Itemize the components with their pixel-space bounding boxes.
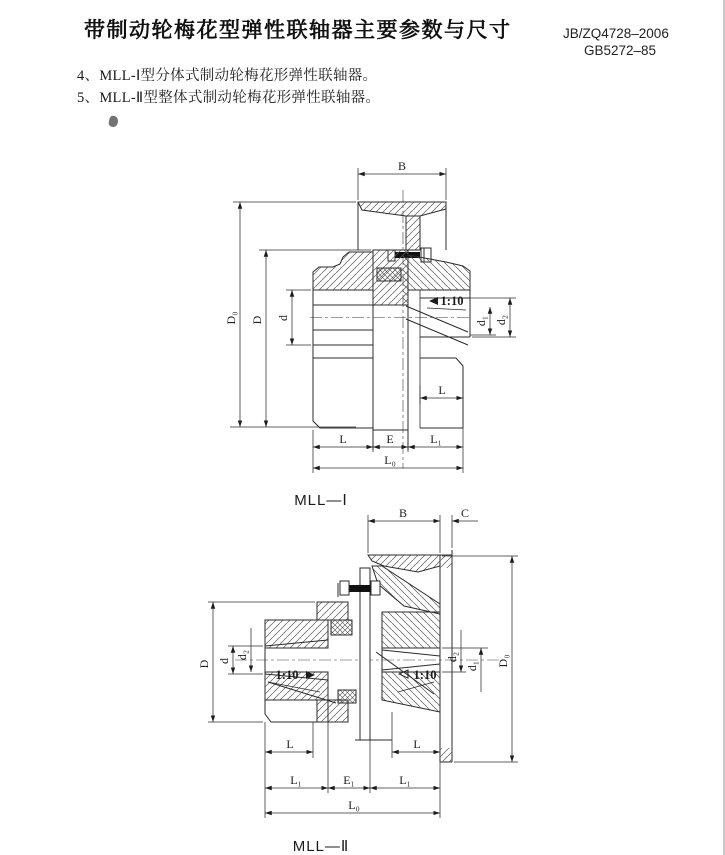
fig2-elastomer bbox=[331, 620, 356, 703]
fig1-dim-label-d2: d₂ bbox=[494, 314, 508, 326]
fig1-dim-label-L0: L₀ bbox=[384, 453, 396, 467]
standard-number-1: JB/ZQ4728–2006 bbox=[563, 26, 669, 41]
fig2-dim-label-d2-left: d₂ bbox=[235, 649, 249, 661]
page-title: 带制动轮梅花型弹性联轴器主要参数与尺寸 bbox=[84, 19, 512, 42]
fig1-dim-label-d1: d₁ bbox=[474, 315, 488, 327]
fig1-dim-label-L: L bbox=[339, 432, 347, 446]
fig1-right-hub bbox=[406, 255, 470, 428]
fig2-dim-label-L-left: L bbox=[286, 737, 294, 751]
fig1-taper-label: 1:10 bbox=[440, 294, 464, 308]
fig2-bolt bbox=[338, 581, 380, 597]
standard-number-2: GB5272–85 bbox=[584, 43, 657, 58]
fig2-taper-right-label: 1:10 bbox=[413, 668, 437, 682]
fig2-dim-label-E1: E₁ bbox=[343, 773, 355, 787]
fig1-left-hub bbox=[313, 252, 373, 428]
fig2-dim-label-B: B bbox=[398, 506, 408, 520]
fig1-dim-label-L-right: L bbox=[438, 383, 446, 397]
figure-mll-2 bbox=[197, 506, 518, 855]
fig2-dim-label-C: C bbox=[460, 506, 470, 520]
fig1-dim-label-L1: L₁ bbox=[430, 432, 442, 446]
fig2-dim-label-D0: D₀ bbox=[496, 654, 510, 668]
note-item-4: 4、MLL-Ⅰ型分体式制动轮梅花形弹性联轴器。 bbox=[77, 68, 378, 84]
fig2-dim-label-D: D bbox=[197, 659, 211, 669]
fig2-dim-label-d2-right: d₂ bbox=[445, 651, 459, 663]
figure-mll-1 bbox=[224, 159, 516, 509]
fig2-dim-label-L-right: L bbox=[413, 737, 421, 751]
fig1-caption: MLL—Ⅰ bbox=[294, 492, 348, 509]
fig1-center-disc bbox=[373, 250, 408, 450]
fig2-dim-label-d: d bbox=[217, 658, 231, 664]
fig2-caption: MLL—Ⅱ bbox=[292, 838, 350, 855]
fig2-right-hub bbox=[376, 612, 440, 712]
fig1-dim-label-D: D bbox=[250, 315, 264, 325]
fig1-brake-wheel bbox=[358, 202, 446, 250]
fig2-dim-label-L1-left: L₁ bbox=[290, 773, 302, 787]
fig1-dim-label-d: d bbox=[276, 315, 290, 321]
fig2-dim-label-L1-right: L₁ bbox=[399, 773, 411, 787]
fig1-dim-label-B: B bbox=[397, 159, 407, 173]
fig1-dim-label-D0: D₀ bbox=[224, 311, 238, 325]
note-item-5: 5、MLL-Ⅱ型整体式制动轮梅花形弹性联轴器。 bbox=[77, 90, 381, 106]
fig2-dim-label-L0: L₀ bbox=[348, 798, 360, 812]
fig2-taper-left-label: 1:10 bbox=[275, 668, 299, 682]
fig1-dim-label-E: E bbox=[386, 432, 394, 446]
fig2-dim-label-d1: d₁ bbox=[465, 660, 479, 672]
